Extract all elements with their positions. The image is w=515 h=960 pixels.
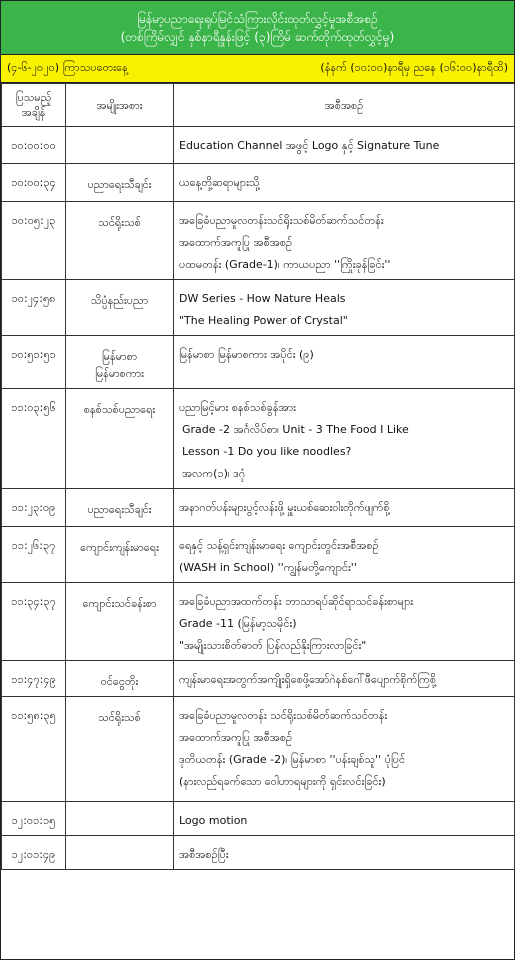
row-time: ၁၁:၅၈:၃၅: [2, 697, 66, 802]
row-type-label: သင်ရိုးသစ်: [98, 711, 141, 724]
program-line: ပထမတန်း (Grade-1)၊ ကာယပညာ ''ကြိုးခုန်ခြင်း'': [179, 258, 391, 271]
program-line: "The Healing Power of Crystal": [179, 314, 348, 327]
column-header-time: [2, 84, 66, 127]
row-type: [66, 836, 174, 870]
program-line: ဒုတိယတန်း (Grade -2)၊ မြန်မာစာ ''ပန်းချစ်သူ'' ပုံပြင်: [179, 753, 406, 766]
table-row: [2, 802, 515, 836]
row-program: [174, 202, 515, 280]
broadcast-date: (၄-၆-၂၀၂၀) ကြာသပတေးနေ့: [7, 60, 128, 74]
program-line: အထောက်အကူပြု အစီအစဉ်: [179, 236, 293, 249]
table-row: [2, 336, 515, 389]
program-line: အနာဂတ်ပန်းများပွင့်လန်းဖို့ မှူးယစ်ဆေးဝါးတိုက်ဖျက်စို့: [179, 501, 390, 514]
row-type-label: သင်ရိုးသစ်: [98, 216, 141, 229]
program-line: Logo motion: [179, 814, 248, 827]
row-program: [174, 661, 515, 697]
row-program: [174, 697, 515, 802]
row-program: [174, 527, 515, 583]
table-row: [2, 836, 515, 870]
table-row: [2, 661, 515, 697]
column-header-time-line-2: အချိန်: [21, 106, 46, 119]
table-row: [2, 280, 515, 336]
row-program: [174, 389, 515, 489]
program-line: အခြေခံပညာအထက်တန်း ဘာသာရပ်ဆိုင်ရာသင်ခန်းစာများ: [179, 595, 414, 608]
row-type-label: သိပ္ပံနည်းပညာ: [90, 294, 149, 307]
program-line: အခြေခံပညာမူလတန်း သင်ရိုးသစ်မိတ်ဆက်သင်တန်း: [179, 709, 388, 722]
row-time: ၁၀:၀၅:၂၃: [2, 202, 66, 280]
table-row: [2, 389, 515, 489]
row-type-label: ကျောင်းကျန်းမာရေး: [80, 541, 159, 554]
row-type-label: မြန်မာစကား: [95, 367, 144, 380]
row-type-label: ဝင်ငွေတိုး: [100, 675, 139, 688]
row-type: [66, 697, 174, 802]
schedule-header: [1, 1, 514, 55]
program-line: Education Channel အဖွင့် Logo နှင့် Signature Tune: [179, 139, 440, 152]
row-program: [174, 489, 515, 527]
row-time: ၁၀:၅၁:၅၁: [2, 336, 66, 389]
row-type: [66, 164, 174, 202]
row-program: [174, 583, 515, 661]
row-type: [66, 127, 174, 164]
program-line: Grade -11 (မြန်မာ့သမိုင်း): [179, 617, 297, 630]
row-type-label: ပညာရေးသီချင်း: [87, 178, 152, 191]
table-header-row: [2, 84, 515, 127]
row-time: ၁၁:၄၇:၄၉: [2, 661, 66, 697]
row-type-label: စနစ်သစ်ပညာရေး: [83, 403, 156, 416]
row-type-label: ပညာရေးသီချင်း: [87, 503, 152, 516]
program-line: (နားလည်ရခက်သော ဝေါဟာရများကို ရှင်းလင်းခြင်း): [179, 775, 386, 788]
program-line: "အမျိုးသားစိတ်ဓာတ် ပြန်လည်နိုးကြားလာခြင်း": [179, 639, 367, 652]
column-header-time-line-1: ပြသမည့်: [15, 91, 52, 104]
row-type: [66, 583, 174, 661]
row-time: ၁၀:၂၄:၅၈: [2, 280, 66, 336]
row-type: [66, 527, 174, 583]
table-row: [2, 164, 515, 202]
program-line: Lesson -1 Do you like noodles?: [182, 445, 352, 458]
row-program: [174, 127, 515, 164]
schedule-table: [1, 83, 515, 870]
program-line: Grade -2 အင်္ဂလိပ်စာ၊ Unit - 3 The Food I Like: [182, 423, 409, 436]
program-line: ပညာမြင့်မား စနစ်သစ်ခွန်အား: [179, 401, 296, 414]
broadcast-hours: (နံနက် (၁၀:၀၀)နာရီမှ ညနေ (၁၆:၀၀)နာရီထိ): [320, 60, 508, 74]
row-program: [174, 164, 515, 202]
row-time: ၁၁:၂၆:၃၇: [2, 527, 66, 583]
table-row: [2, 527, 515, 583]
row-time: ၁၁:၀၃:၅၆: [2, 389, 66, 489]
row-type: [66, 389, 174, 489]
schedule-title: မြန်မာ့ပညာရေးရုပ်မြင်သံကြားလိုင်းထုတ်လွှင့်မှုအစီအစဉ်: [137, 11, 378, 26]
row-type-label: ကျောင်းသင်ခန်းစာ: [82, 597, 157, 610]
row-type: [66, 802, 174, 836]
row-type: [66, 661, 174, 697]
schedule-subtitle: (တစ်ကြိမ်လျှင် နှစ်နာရီနှုန်းဖြင့် (၃)ကြိမ် ဆက်တိုက်ထုတ်လွှင့်မှု): [120, 29, 395, 44]
program-line: ကျန်းမာရေးအတွက်အကျိုးရှိစေဖို့အော်ဂဲနစ်ဂေါ်ဖီပျောက်စိုက်ကြစို့: [179, 673, 437, 686]
program-line: အစီအစဉ်ပြီး: [179, 848, 229, 861]
row-type: [66, 489, 174, 527]
program-line: ရေနှင့် သန့်ရှင်းကျန်းမာရေး ကျောင်းတွင်းအစီအစဉ်: [179, 539, 379, 552]
row-program: [174, 802, 515, 836]
table-row: [2, 202, 515, 280]
column-header-type: အမျိုးအစား: [66, 84, 174, 127]
table-row: [2, 489, 515, 527]
row-time: ၁၁:၃၄:၃၇: [2, 583, 66, 661]
row-type: [66, 202, 174, 280]
table-row: [2, 127, 515, 164]
table-row: [2, 697, 515, 802]
program-line: အခြေခံပညာမူလတန်းသင်ရိုးသစ်မိတ်ဆက်သင်တန်း: [179, 214, 384, 227]
row-time: ၁၀:၀၀:၀၀: [2, 127, 66, 164]
program-line: အထောက်အကူပြု အစီအစဉ်: [179, 731, 293, 744]
row-time: ၁၁:၂၃:၀၉: [2, 489, 66, 527]
column-header-program: အစီအစဉ်: [174, 84, 515, 127]
program-line: (WASH in School) ''ကျွန်မတို့ကျောင်း'': [179, 561, 357, 574]
row-time: ၁၂:၀၁:၄၉: [2, 836, 66, 870]
date-bar: [1, 55, 514, 83]
row-type-label: မြန်မာစာ: [101, 350, 138, 363]
program-line: မြန်မာစာ မြန်မာစကား အပိုင်း (၉): [179, 348, 314, 361]
row-program: [174, 336, 515, 389]
program-line: ယနေ့တို့ဆရာများသို့: [179, 176, 260, 189]
row-program: [174, 280, 515, 336]
row-type: [66, 336, 174, 389]
row-time: ၁၀:၀၀:၃၄: [2, 164, 66, 202]
row-time: ၁၂:၀၁:၁၅: [2, 802, 66, 836]
program-line: DW Series - How Nature Heals: [179, 292, 346, 305]
program-line: အလက(၁)၊ ဒဂုံ: [182, 467, 246, 480]
row-type: [66, 280, 174, 336]
table-row: [2, 583, 515, 661]
row-program: [174, 836, 515, 870]
